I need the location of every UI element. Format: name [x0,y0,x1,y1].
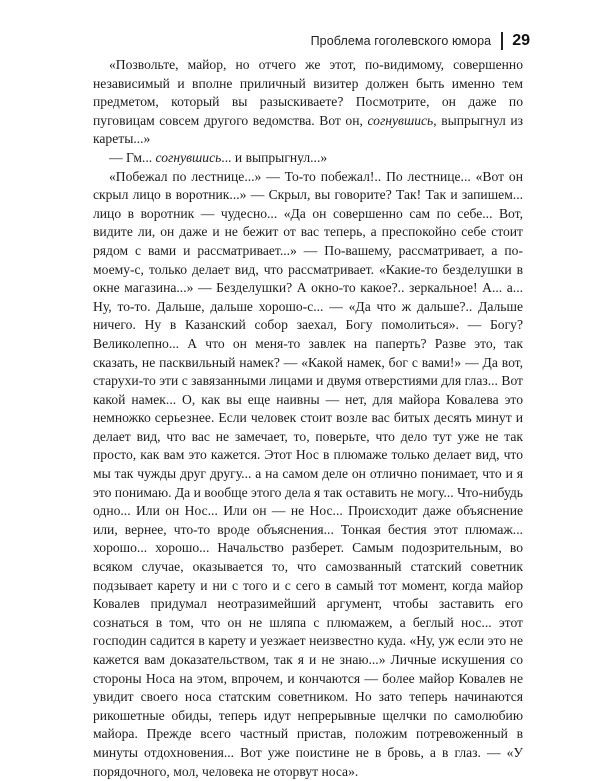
paragraph-2-emphasis: согнувшись [155,149,222,165]
paragraph-3-text: «Побежал по лестнице...» — То-то побежал!.. По лестнице... «Вот он скрыл лицо в воротник...» — Скрыл, вы говорите? Так! Так и запишем... лицо в воротник — чудесно... «Да он совершенно сам по себе... Вот, видите ли, он даже и не бежит от вас теперь, а преспокойно себе стоит рядом с вами и рассматривает...» — По-вашему, рассматривает, а по-моему-с, только делает вид, что рассматривает. «Какие-то безделушки в окне магазина...» — Безделушки? А окно-то какое?.. зеркальное! А... а... Ну, то-то. Дальше, дальше хорошо-с... — «Да что ж дальше?.. Дальше ничего. Ну в Казанский собор заехал, Богу помолиться». — Богу? Великолепно... А что он меня-то завлек на паперть? Разве это, так сказать, не пасквильный намек? — «Какой намек, бог с вами!» — Да вот, старухи-то эти с завязанными лицами и двумя отверстиями для глаз... Вот какой намек... О, как вы еще наивны — нет, для майора Ковалева это немножко серьезнее. Если человек стоит возле вас битых десять минут и делает вид, что вас не замечает, то, поверьте, что дело тут уже не так просто, как вам это кажется. Этот Нос в плюмаже только делает вид, что мы так чужды друг другу... а на самом деле он отлично понимает, что и я это понимаю. Да и вообще этого дела я так оставить не могу... Что-нибудь одно... Или он Нос... Или он — не Нос... Происходит даже объяснение или, вернее, что-то вроде объяснения... Тонкая бестия этот плюмаж... хорошо... хорошо... Начальство разберет. Самым подозрительным, во всяком случае, оказывается то, что самозванный статский советник подзывает карету и ни с того и с сего в самый тот момент, когда майор Ковалев придумал неотразимейший аргумент, чтобы заставить его сознаться в том, что он не шляпа с плюмажем, а беглый нос... этот господин садится в карету и уезжает неизвестно куда. «Ну, уж если это не кажется вам доказательством, так я и не знаю...» Личные искушения со стороны Носа на этом, впрочем, и кончаются — более майор Ковалев не увидит своего носа статским советником. Но зато теперь начинаются рикошетные обиды, теперь идут непрерывные щелчки по самолюбию майора. Прежде всего частный пристав, положим потревоженный в минуты отдохновения... Вот уже поистине не в бровь, а в глаз. — «У порядочного, мол, человека не оторвут носа». [93,168,523,779]
paragraph-1-text-end: , выпрыгнул из кареты...» [93,112,523,147]
paragraph-1-emphasis: согнувшись [367,112,434,128]
paragraph-1 [93,56,523,149]
running-header [311,30,530,52]
running-title: Проблема гоголевского юмора [310,34,492,48]
paragraph-2-text: — Гм... [109,149,156,165]
paragraph-2 [93,149,523,168]
paragraph-2-text-end: ... и выпрыгнул...» [221,149,328,165]
header-divider [501,32,503,50]
page-number: 29 [512,32,530,49]
body-text [93,56,523,781]
paragraph-3 [93,168,523,781]
paragraph-1-text: «Позвольте, майор, но отчего же этот, по-видимому, совершенно независимый и вполне приличный визитер должен быть именно тем предметом, который вы разыскиваете? Посмотрите, он даже по пуговицам совсем другого ведомства. Вот он, [93,57,523,128]
